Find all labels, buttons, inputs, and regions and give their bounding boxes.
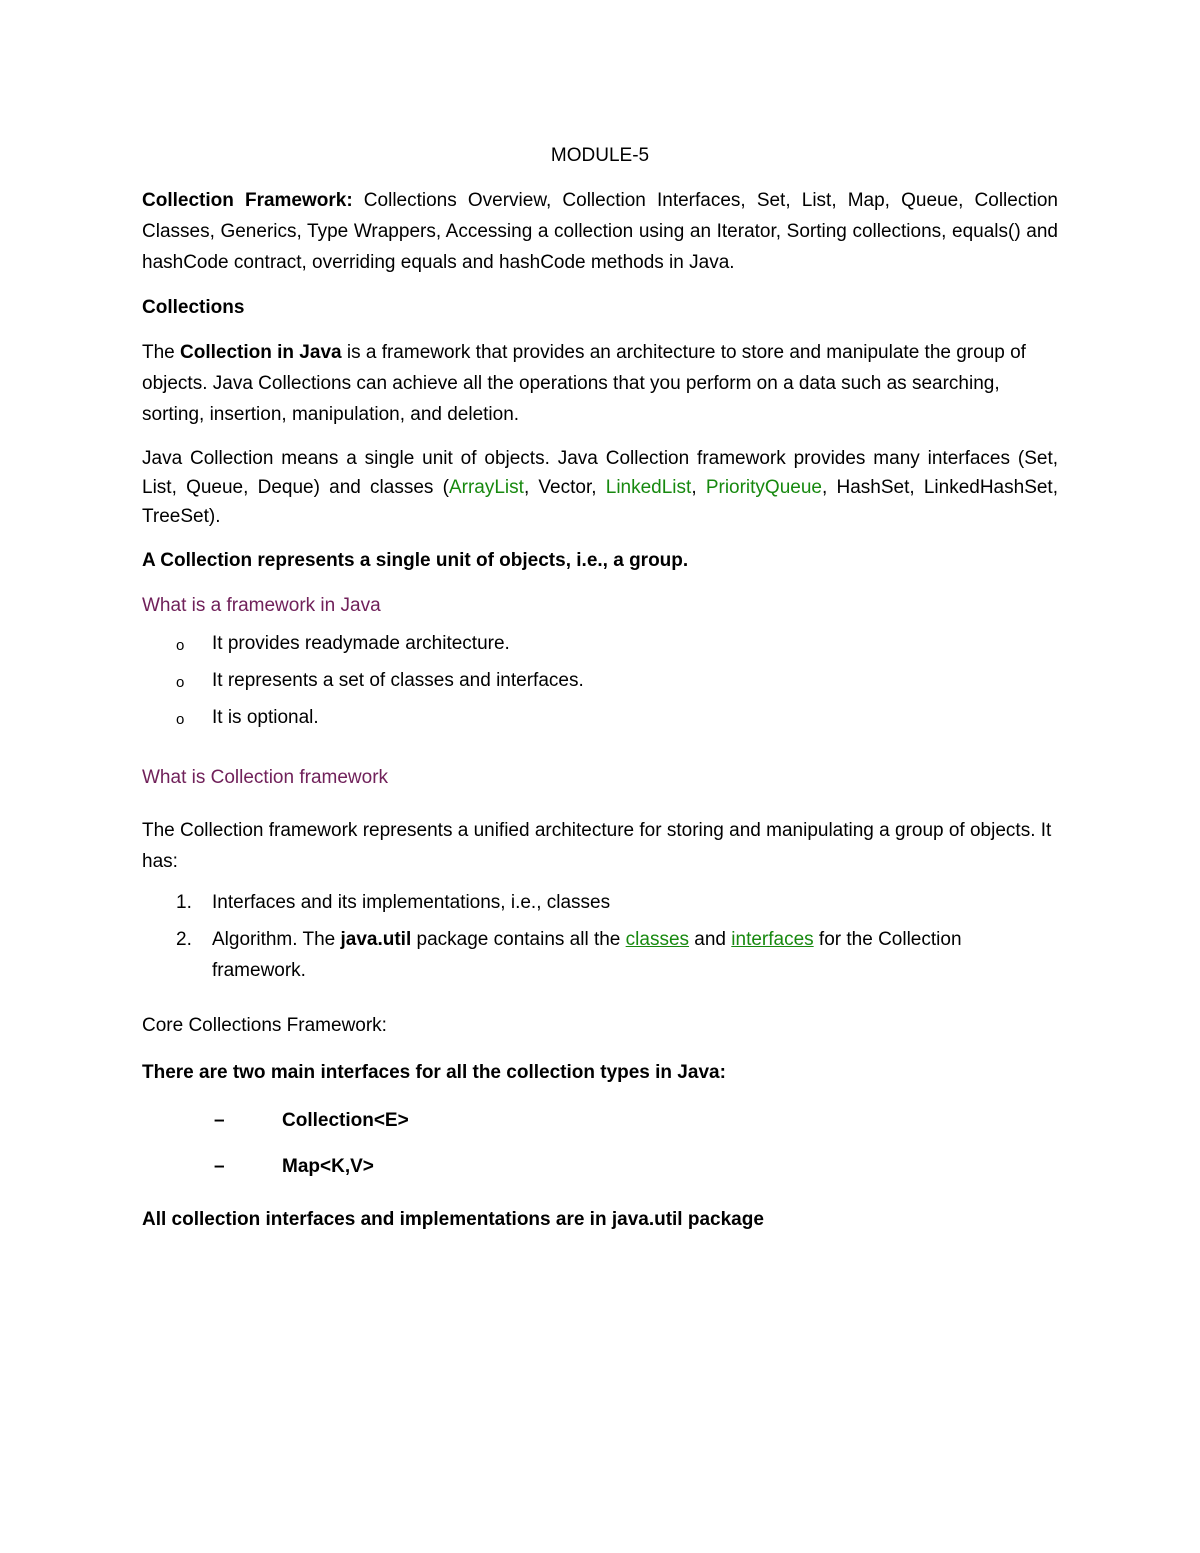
core-heading: Core Collections Framework: <box>142 1015 387 1036</box>
page-title: MODULE-5 <box>550 145 650 166</box>
collection-framework-heading: What is Collection framework <box>142 767 389 788</box>
interface-dash-list <box>142 1098 1058 1190</box>
dash-glyph: – <box>214 1156 225 1177</box>
bold-statement: A Collection represents a single unit of objects, i.e., a group. <box>142 550 689 571</box>
syllabus-label: Collection Framework: <box>142 190 353 211</box>
list-item: o It is optional. <box>142 699 1058 736</box>
syllabus-text: Collections Overview, Collection Interfaces, Set, List, Map, Queue, Collection Classes, Generics, Type Wrappers, Accessing a collection using an Iterator, Sorting collections, equals() and hashCode contract, overriding equals and hashCode methods in Java. <box>142 190 1058 273</box>
list-item: o It provides readymade architecture. <box>142 625 1058 662</box>
classes-link[interactable]: classes <box>625 929 690 950</box>
bullet-glyph: o <box>176 637 185 654</box>
collection-framework-paragraph: The Collection framework represents a unified architecture for storing and manipulating a group of objects. It has: <box>142 820 1052 872</box>
list-item: – Map<K,V> <box>142 1144 1058 1190</box>
collections-heading: Collections <box>142 297 245 318</box>
document-page <box>142 140 1058 1235</box>
intro-paragraph: The Collection in Java is a framework that provides an architecture to store and manipulate the group of objects. Java Collections can achieve all the operations that you perform on a data such as searching, sorting, insertion, manipulation, and deletion. <box>142 342 1026 425</box>
arraylist-link[interactable]: ArrayList <box>448 477 524 498</box>
list-item: – Collection<E> <box>142 1098 1058 1144</box>
interfaces-link[interactable]: interfaces <box>731 929 814 950</box>
framework-bullet-list <box>142 625 1058 736</box>
syllabus-paragraph <box>142 185 1058 278</box>
list-item: 2. Algorithm. The java.util package contains all the classes and interfaces for the Collection framework. <box>176 929 962 981</box>
numbered-list <box>142 887 1058 986</box>
intro-bold: Collection in Java <box>180 342 342 363</box>
unit-paragraph: Java Collection means a single unit of objects. Java Collection framework provides many interfaces (Set, List, Queue, Deque) and classes (ArrayList, Vector, LinkedList, PriorityQueue, HashSet, LinkedHashSet, TreeSet). <box>142 448 1058 527</box>
list-item: o It represents a set of classes and interfaces. <box>142 662 1058 699</box>
bullet-glyph: o <box>176 711 185 728</box>
bullet-glyph: o <box>176 674 185 691</box>
linkedlist-link[interactable]: LinkedList <box>605 477 692 498</box>
framework-heading: What is a framework in Java <box>142 595 381 616</box>
dash-glyph: – <box>214 1110 225 1131</box>
list-item: 1. Interfaces and its implementations, i.e., classes <box>176 892 611 913</box>
closing-statement: All collection interfaces and implementations are in java.util package <box>142 1209 764 1230</box>
priorityqueue-link[interactable]: PriorityQueue <box>705 477 822 498</box>
two-interfaces-statement: There are two main interfaces for all the collection types in Java: <box>142 1062 726 1083</box>
